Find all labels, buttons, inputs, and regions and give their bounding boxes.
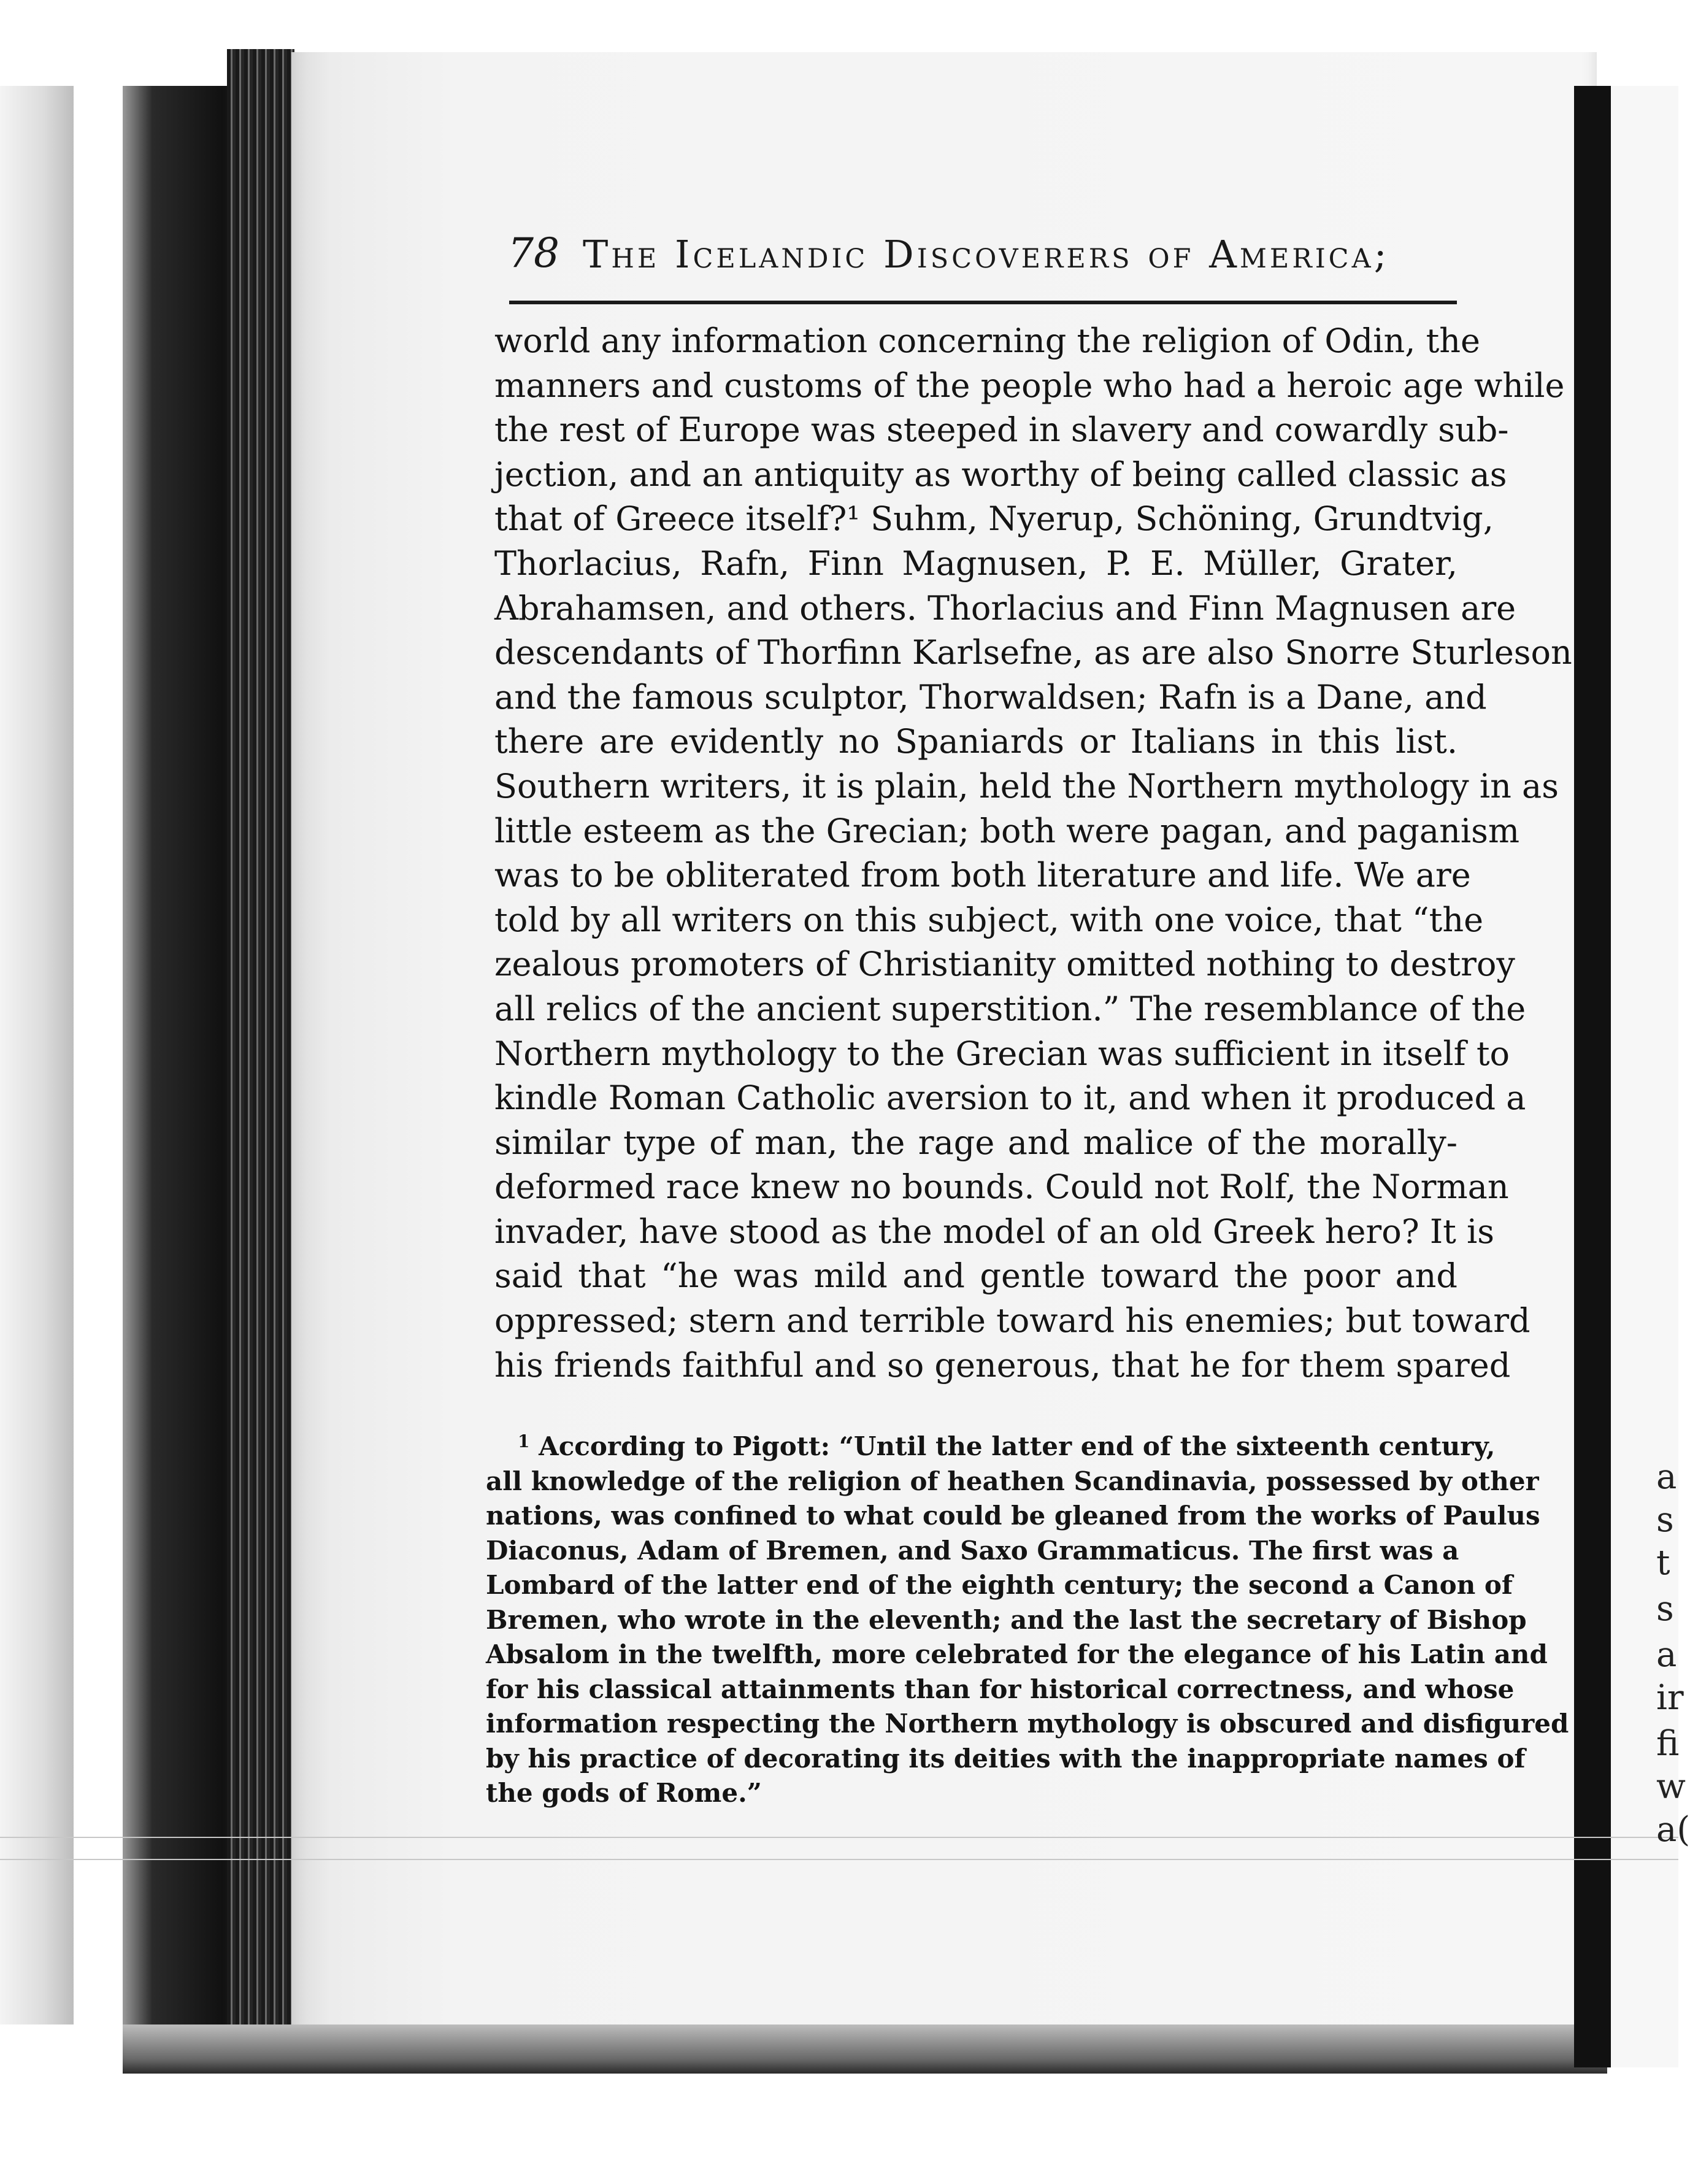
facing-page-fragment: w xyxy=(1656,1767,1686,1807)
facing-page-fragment: s xyxy=(1656,1589,1674,1629)
text-line: little esteem as the Grecian; both were pagan, and paganism xyxy=(494,811,1520,850)
footnote-line: information respecting the Northern mythology is obscured and disfigured xyxy=(486,1709,1569,1739)
text-line: all relics of the ancient superstition.” The resemblance of the xyxy=(494,989,1526,1028)
footnote xyxy=(486,1429,1569,1811)
footnote-text: According to Pigott: “Until the latter end of the sixteenth century, xyxy=(539,1431,1496,1461)
text-line: zealous promoters of Christianity omitted nothing to destroy xyxy=(494,945,1515,984)
left-book-edge xyxy=(0,86,74,2024)
text-line: and the famous sculptor, Thorwaldsen; Rafn is a Dane, and xyxy=(494,677,1487,717)
footnote-line: the gods of Rome.” xyxy=(486,1778,762,1808)
footnote-line: Bremen, who wrote in the eleventh; and the last the secretary of Bishop xyxy=(486,1604,1527,1635)
footnote-line xyxy=(486,1429,1496,1464)
text-line: Southern writers, it is plain, held the Northern mythology in as xyxy=(494,766,1559,806)
text-line: similar type of man, the rage and malice of the morally- xyxy=(494,1123,1458,1162)
gutter-shadow xyxy=(1574,86,1611,2067)
footnote-line: nations, was confined to what could be gleaned from the works of Paulus xyxy=(486,1501,1540,1531)
page-stack-edge xyxy=(227,49,294,2067)
text-line: manners and customs of the people who had a heroic age while xyxy=(494,366,1565,405)
text-line: deformed race knew no bounds. Could not Rolf, the Norman xyxy=(494,1167,1509,1207)
page-header xyxy=(508,222,1456,290)
page-number: 78 xyxy=(508,229,559,277)
scan-artifact-line xyxy=(0,1837,1678,1838)
footnote-line: Diaconus, Adam of Bremen, and Saxo Grammaticus. The first was a xyxy=(486,1535,1459,1566)
text-line: that of Greece itself?¹ Suhm, Nyerup, Schöning, Grundtvig, xyxy=(494,499,1494,539)
facing-page-fragment: s xyxy=(1656,1500,1674,1540)
header-rule xyxy=(509,301,1457,304)
facing-page-fragment: a xyxy=(1656,1457,1677,1497)
facing-page-fragment: fi xyxy=(1656,1724,1680,1764)
running-title: The Icelandic Discoverers of America; xyxy=(583,232,1390,277)
text-line: kindle Roman Catholic aversion to it, and when it produced a xyxy=(494,1079,1526,1118)
footnote-line: for his classical attainments than for historical correctness, and whose xyxy=(486,1674,1515,1704)
footnote-line: all knowledge of the religion of heathen Scandinavia, possessed by other xyxy=(486,1466,1539,1496)
text-line: the rest of Europe was steeped in slavery and cowardly sub- xyxy=(494,410,1509,450)
text-line: world any information concerning the religion of Odin, the xyxy=(494,321,1481,360)
facing-page-fragment: ir xyxy=(1656,1678,1684,1718)
footnote-marker: 1 xyxy=(518,1431,530,1452)
text-line: was to be obliterated from both literature and life. We are xyxy=(494,856,1471,895)
text-line: Northern mythology to the Grecian was sufficient in itself to xyxy=(494,1034,1510,1073)
text-line: his friends faithful and so generous, that he for them spared xyxy=(494,1345,1511,1385)
scan-artifact-line xyxy=(0,1859,1678,1860)
footnote-line: Absalom in the twelfth, more celebrated for the elegance of his Latin and xyxy=(486,1639,1548,1669)
text-line: Thorlacius, Rafn, Finn Magnusen, P. E. Müller, Grater, xyxy=(494,544,1458,583)
text-line: oppressed; stern and terrible toward his enemies; but toward xyxy=(494,1301,1531,1340)
text-line: invader, have stood as the model of an old Greek hero? It is xyxy=(494,1212,1495,1251)
text-line: there are evidently no Spaniards or Italians in this list. xyxy=(494,722,1458,761)
footnote-line: by his practice of decorating its deities with the inappropriate names of xyxy=(486,1743,1526,1774)
body-text xyxy=(494,319,1572,1388)
facing-page-fragment: a xyxy=(1656,1635,1677,1675)
text-line: jection, and an antiquity as worthy of being called classic as xyxy=(494,455,1507,494)
text-line: Abrahamsen, and others. Thorlacius and Finn Magnusen are xyxy=(494,588,1516,628)
facing-page-fragment: a( xyxy=(1656,1810,1690,1850)
text-line: descendants of Thorfinn Karlsefne, as are also Snorre Sturleson xyxy=(494,633,1572,672)
text-line: told by all writers on this subject, with one voice, that “the xyxy=(494,900,1484,939)
facing-page-fragment: t xyxy=(1656,1543,1670,1583)
text-line: said that “he was mild and gentle toward the poor and xyxy=(494,1256,1458,1296)
footnote-line: Lombard of the latter end of the eighth century; the second a Canon of xyxy=(486,1570,1513,1600)
page-bottom-shadow xyxy=(123,2024,1607,2074)
